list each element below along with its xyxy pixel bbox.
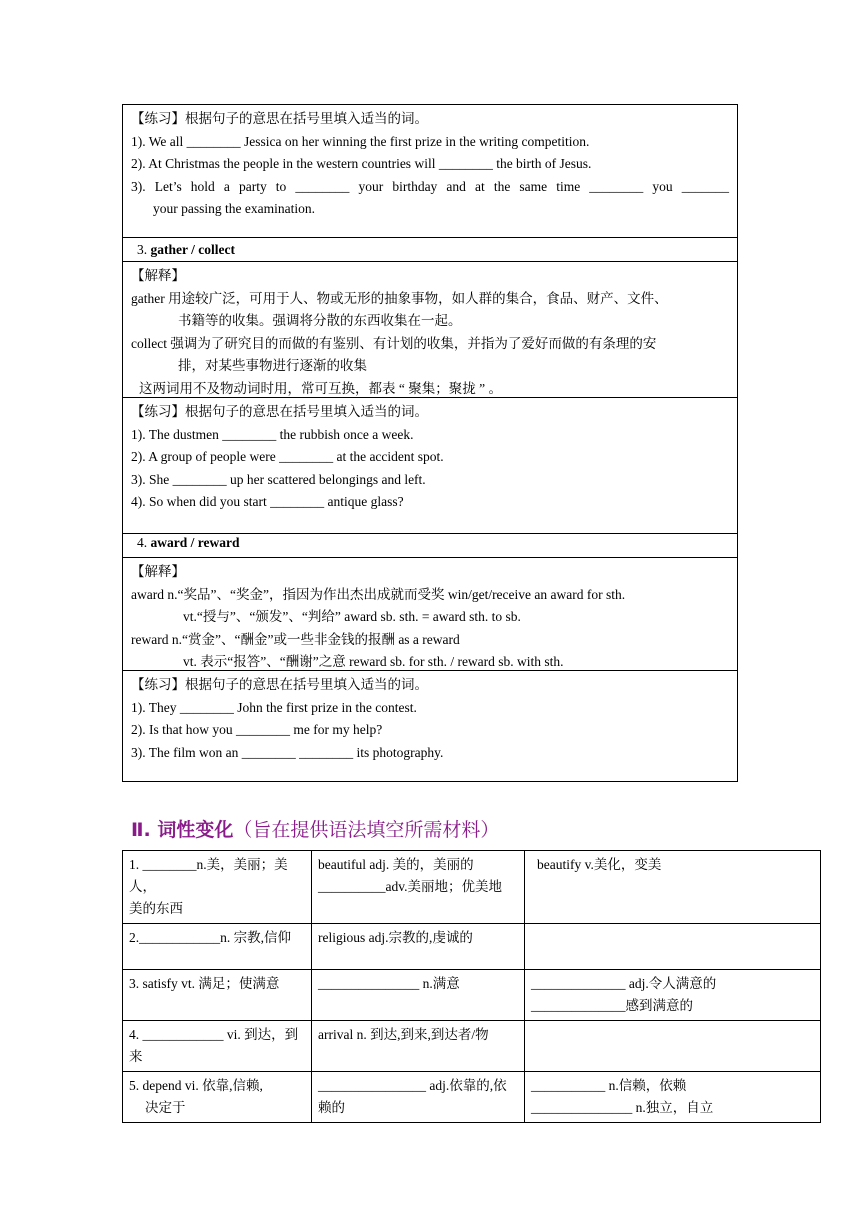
table-row — [123, 1021, 821, 1072]
explain-line: 排，对某些事物进行逐渐的收集 — [178, 358, 367, 374]
word-heading-gather-collect — [123, 237, 737, 261]
table-cell — [312, 851, 525, 924]
cell-text: ______________ adj.令人满意的 — [531, 976, 717, 991]
explain-line: vt. 表示“报答”、“酬谢”之意 reward sb. for sth. / reward sb. with sth. — [183, 654, 564, 670]
heading-word: award / reward — [150, 535, 240, 550]
cell-text: _______________ n.满意 — [318, 976, 460, 991]
table-row — [123, 970, 821, 1021]
table-cell — [312, 1021, 525, 1072]
practice-item: 1). They ________ John the first prize in the contest. — [131, 699, 417, 715]
practice-item: 3). She ________ up her scattered belongings and left. — [131, 471, 426, 487]
table-row — [123, 1072, 821, 1123]
practice-title: 【练习】根据句子的意思在括号里填入适当的词。 — [131, 677, 428, 692]
cell-text: ________________ adj.依靠的,依赖的 — [318, 1078, 507, 1115]
cell-text: _______________ n.独立，自立 — [531, 1100, 714, 1115]
table-cell — [123, 851, 312, 924]
explain-line: award n.“奖品”、“奖金”，指因为作出杰出成就而受奖 win/get/receive an award for sth. — [131, 586, 626, 602]
table-cell — [123, 924, 312, 970]
table-cell — [525, 1072, 821, 1123]
cell-text: beautiful adj. 美的，美丽的 — [318, 857, 474, 872]
cell-text: ______________感到满意的 — [531, 998, 693, 1013]
explain-line: 这两词用不及物动词时用，常可互换，都表 “ 聚集；聚拢 ” 。 — [139, 380, 502, 396]
explain-line: gather 用途较广泛，可用于人、物或无形的抽象事物，如人群的集合，食品、财产、文件、 — [131, 290, 668, 306]
cell-text: 2.____________n. 宗教,信仰 — [129, 930, 291, 945]
practice-title: 【练习】根据句子的意思在括号里填入适当的词。 — [131, 404, 428, 419]
cell-text: religious adj.宗教的,虔诚的 — [318, 930, 473, 945]
cell-text: beautify v.美化，变美 — [537, 857, 662, 872]
practice-item: 1). We all ________ Jessica on her winning the first prize in the writing competition. — [131, 133, 590, 149]
practice-item: 3). Let’s hold a party to ________ your birthday and at the same time ________ you _______ — [131, 178, 729, 194]
practice-item: 1). The dustmen ________ the rubbish once a week. — [131, 426, 414, 442]
practice-item-continuation: your passing the examination. — [153, 201, 315, 217]
section-heading-note: （旨在提供语法填空所需材料） — [233, 819, 500, 841]
table-cell — [123, 1021, 312, 1072]
explain-line: reward n.“赏金”、“酬金”或一些非金钱的报酬 as a reward — [131, 631, 460, 647]
cell-text: 4. ____________ vi. 到达，到来 — [129, 1027, 299, 1064]
explain-line: collect 强调为了研究目的而做的有鉴别、有计划的收集，并指为了爱好而做的有条理的安 — [131, 335, 657, 351]
explain-title: 【解释】 — [131, 268, 185, 283]
practice-item: 3). The film won an ________ ________ its photography. — [131, 744, 444, 760]
table-cell — [312, 924, 525, 970]
table-cell — [312, 1072, 525, 1123]
heading-word: gather / collect — [150, 242, 235, 257]
table-cell — [525, 851, 821, 924]
word-heading-award-reward — [123, 533, 737, 557]
cell-text: arrival n. 到达,到来,到达者/物 — [318, 1027, 489, 1042]
section-heading-word-forms — [131, 815, 499, 842]
heading-number: 4. — [137, 535, 151, 550]
word-forms-table — [122, 850, 821, 1123]
cell-text: 决定于 — [145, 1100, 186, 1115]
practice-section-3 — [123, 670, 737, 781]
explain-title: 【解释】 — [131, 564, 185, 579]
practice-item: 2). A group of people were ________ at the accident spot. — [131, 449, 444, 465]
practice-item: 4). So when did you start ________ antique glass? — [131, 494, 404, 510]
explanation-gather-collect — [123, 261, 737, 397]
explanation-award-reward — [123, 557, 737, 670]
practice-item: 2). Is that how you ________ me for my help? — [131, 722, 383, 738]
practice-section-2 — [123, 397, 737, 533]
explain-line: 书籍等的收集。强调将分散的东西收集在一起。 — [178, 313, 462, 329]
section-heading-bold: Ⅱ. 词性变化 — [131, 819, 234, 841]
cell-text: 1. ________n.美，美丽；美人， — [129, 857, 288, 894]
explain-line: vt.“授与”、“颁发”、“判给” award sb. sth. = award sth. to sb. — [183, 609, 521, 625]
table-cell — [123, 1072, 312, 1123]
table-cell — [123, 970, 312, 1021]
table-cell — [525, 970, 821, 1021]
practice-title: 【练习】根据句子的意思在括号里填入适当的词。 — [131, 111, 428, 126]
table-cell — [525, 1021, 821, 1072]
practice-section-1 — [123, 104, 737, 237]
cell-text: __________adv.美丽地；优美地 — [318, 879, 502, 894]
cell-text: 5. depend vi. 依靠,信赖, — [129, 1078, 263, 1093]
practice-item: 2). At Christmas the people in the western countries will ________ the birth of Jesus. — [131, 156, 592, 172]
table-cell — [312, 970, 525, 1021]
cell-text: 美的东西 — [129, 901, 183, 916]
table-row — [123, 851, 821, 924]
table-row — [123, 924, 821, 970]
cell-text: 3. satisfy vt. 满足；使满意 — [129, 976, 280, 991]
table-cell — [525, 924, 821, 970]
heading-number: 3. — [137, 242, 151, 257]
exercise-box — [122, 104, 738, 782]
cell-text: ___________ n.信赖，依赖 — [531, 1078, 687, 1093]
